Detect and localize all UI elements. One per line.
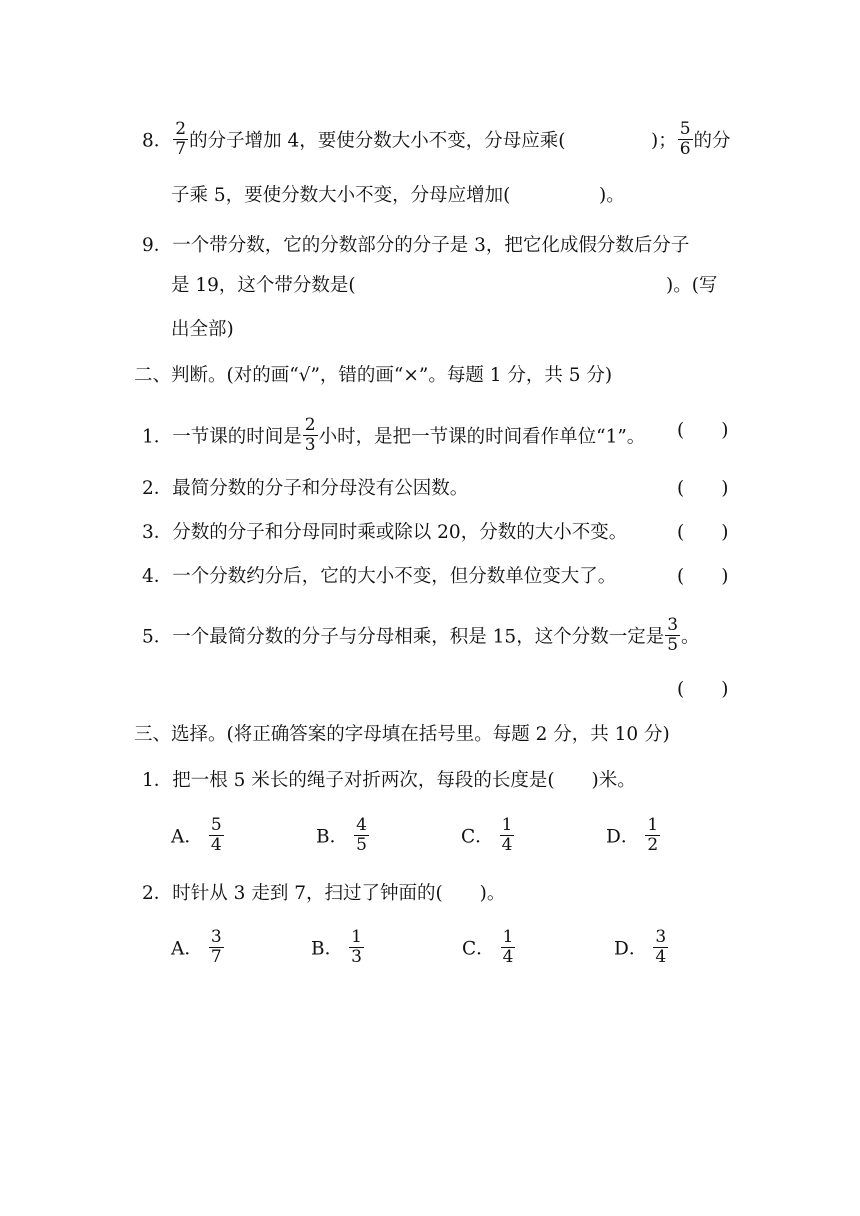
judge-item-2: 2．最简分数的分子和分母没有公因数。	[142, 478, 469, 499]
judge-5-answer-paren[interactable]: ( )	[677, 679, 729, 700]
judge-2-answer-paren[interactable]: ( )	[677, 478, 729, 499]
judge-1-answer-paren[interactable]: ( )	[677, 420, 729, 441]
q8-number: 8．	[142, 130, 173, 152]
q9-line3: 出全部)	[171, 319, 234, 340]
q9-line2-close: )。(写	[666, 275, 718, 296]
q8-close1: )；	[651, 130, 677, 152]
judge-item-3: 3．分数的分子和分母同时乘或除以 20，分数的大小不变。	[142, 522, 628, 543]
judge-item-5: 5．一个最简分数的分子与分母相乘，积是 15，这个分数一定是 $\frac{3}{5}$ 。	[142, 615, 700, 655]
judge-4-answer-paren[interactable]: ( )	[677, 566, 729, 587]
judge-5-fraction: $\frac{3}{5}$	[667, 615, 679, 655]
q9-line2: 是 19，这个带分数是(	[171, 275, 356, 296]
choice-1-option-d[interactable]: D． $\frac{1}{2}$	[606, 815, 659, 855]
q8-line2-close: )。	[599, 185, 625, 206]
judge-item-1: 1．一节课的时间是 $\frac{2}{3}$ 小时，是把一节课的时间看作单位“1”。	[142, 415, 646, 455]
choice-2-option-d[interactable]: D． $\frac{3}{4}$	[614, 927, 667, 967]
judge-item-4: 4．一个分数约分后，它的大小不变，但分数单位变大了。	[142, 566, 617, 587]
q8-fraction-1: $\frac{2}{7}$	[175, 119, 187, 159]
choice-2-option-b[interactable]: B． $\frac{1}{3}$	[311, 927, 362, 967]
section3-title: 三、选择。(将正确答案的字母填在括号里。每题 2 分，共 10 分)	[134, 724, 670, 745]
judge-3-answer-paren[interactable]: ( )	[677, 522, 729, 543]
choice-question-2: 2．时针从 3 走到 7，扫过了钟面的( )。	[142, 883, 506, 904]
choice-1-option-c[interactable]: C． $\frac{1}{4}$	[461, 815, 513, 855]
choice-2-option-c[interactable]: C． $\frac{1}{4}$	[462, 927, 514, 967]
q8-line2: 子乘 5，要使分数大小不变，分母应增加(	[171, 185, 511, 206]
choice-2-option-a[interactable]: A． $\frac{3}{7}$	[171, 927, 222, 967]
choice-question-1: 1．把一根 5 米长的绳子对折两次，每段的长度是( )米。	[142, 770, 636, 791]
q9-line1: 9．一个带分数，它的分数部分的分子是 3，把它化成假分数后分子	[142, 235, 690, 256]
section2-title: 二、判断。(对的画“√”，错的画“×”。每题 1 分，共 5 分)	[134, 365, 613, 386]
q8-line1	[142, 119, 566, 161]
judge-1-fraction: $\frac{2}{3}$	[304, 415, 316, 455]
q9-number: 9．	[142, 235, 173, 256]
choice-1-option-a[interactable]: A． $\frac{5}{4}$	[171, 815, 222, 855]
q8-line1-tail	[651, 119, 731, 161]
q8-fraction-2: $\frac{5}{6}$	[679, 119, 691, 159]
choice-1-option-b[interactable]: B． $\frac{4}{5}$	[316, 815, 367, 855]
q8-text1: 的分子增加 4，要使分数大小不变，分母应乘(	[189, 130, 566, 152]
q8-text2: 的分	[693, 130, 731, 152]
